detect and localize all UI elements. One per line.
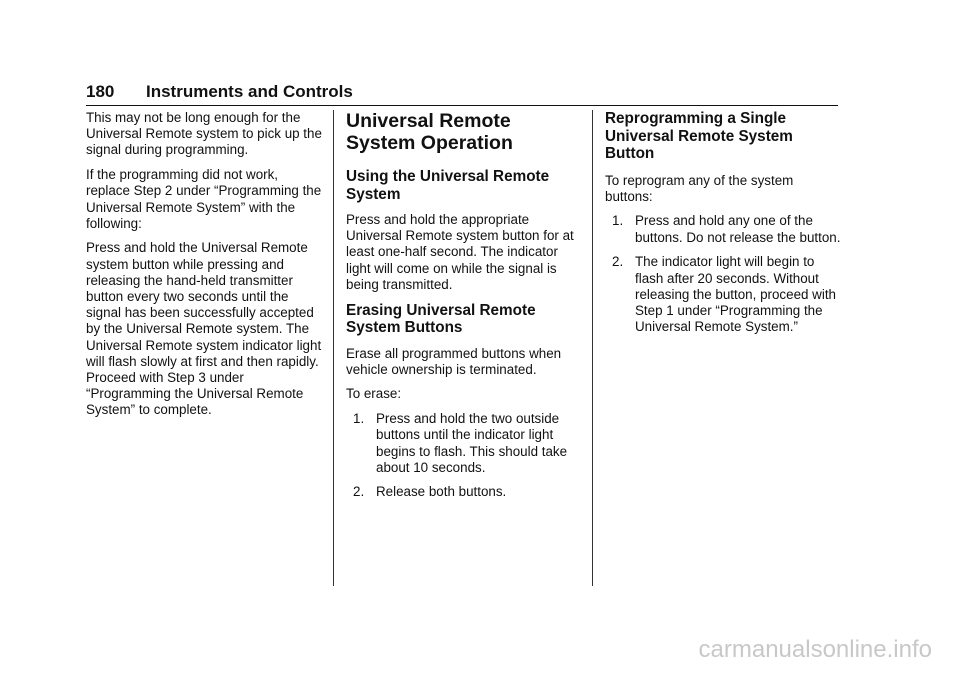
section-title: Instruments and Controls — [146, 82, 353, 101]
step-number: 1. — [612, 213, 624, 229]
column-middle — [346, 110, 580, 509]
list-item — [605, 254, 841, 335]
paragraph: Press and hold the Universal Remote system button while pressing and releasing the hand-held transmitter button every two seconds until the signal has been successfully accepted by the Universal Remote system. The Universal Remote system indicator light will flash slowly at first and then rapidly. Proceed with Step 3 under “Programming the Universal Remote System” to complete. — [86, 240, 322, 418]
step-text: Press and hold any one of the buttons. Do not release the button. — [635, 213, 841, 245]
paragraph: This may not be long enough for the Universal Remote system to pick up the signal during programming. — [86, 110, 322, 158]
list-item — [346, 411, 580, 476]
paragraph: To reprogram any of the system buttons: — [605, 172, 794, 204]
reprogram-steps — [605, 213, 841, 335]
erase-steps — [346, 411, 580, 501]
column-divider — [592, 110, 593, 586]
column-divider — [333, 110, 334, 586]
step-number: 2. — [612, 254, 624, 270]
paragraph: Press and hold the appropriate Universal Remote system button for at least one-half second. The indicator light will come on while the signal is being transmitted. — [346, 212, 574, 292]
column-right — [605, 110, 841, 344]
paragraph: Erase all programmed buttons when vehicle ownership is terminated. — [346, 345, 562, 377]
step-number: 1. — [353, 411, 365, 427]
section-heading: Universal Remote System Operation — [346, 110, 513, 154]
subheading-erasing: Erasing Universal Remote System Buttons — [346, 301, 536, 337]
paragraph: If the programming did not work, replace Step 2 under “Programming the Universal Remote System” with the following: — [86, 167, 322, 231]
step-text: The indicator light will begin to flash after 20 seconds. Without releasing the button, proceed with Step 1 under “Programming the Universal Remote System.” — [635, 254, 836, 335]
paragraph: To erase: — [346, 386, 402, 402]
subheading-reprogramming: Reprogramming a Single Universal Remote System Button — [605, 110, 793, 162]
step-text: Press and hold the two outside buttons until the indicator light begins to flash. This should take about 10 seconds. — [376, 411, 568, 475]
step-number: 2. — [353, 484, 365, 500]
column-left — [86, 110, 322, 427]
list-item — [605, 213, 841, 245]
subheading-using: Using the Universal Remote System — [346, 168, 550, 203]
page-header — [86, 80, 838, 106]
page-number: 180 — [86, 82, 115, 101]
watermark: carmanualsonline.info — [698, 636, 932, 663]
step-text: Release both buttons. — [376, 484, 507, 500]
list-item — [346, 484, 580, 500]
